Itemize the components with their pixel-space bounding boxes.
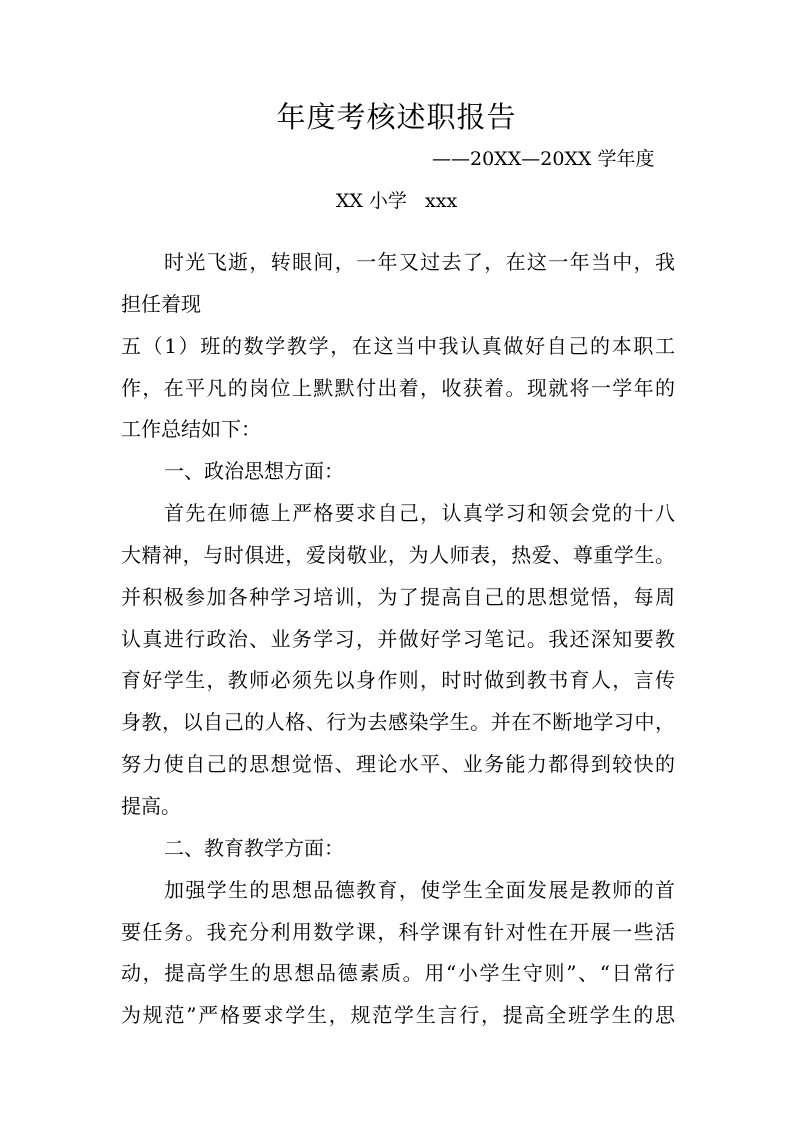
paragraph-line: 首先在师德上严格要求自己，认真学习和领会党的十八: [164, 501, 675, 526]
paragraph-line: 担任着现: [121, 291, 201, 316]
section-heading: 一、政治思想方面：: [164, 459, 344, 484]
paragraph-line: 为规范”严格要求学生，规范学生言行，提高全班学生的思: [121, 1003, 675, 1028]
paragraph-line: 育好学生，教师必须先以身作则，时时做到教书育人，言传: [121, 668, 675, 693]
paragraph-line: 身教，以自己的人格、行为去感染学生。并在不断地学习中，: [121, 710, 675, 735]
paragraph-line: 作，在平凡的岗位上默默付出着，收获着。现就将一学年的: [121, 375, 675, 400]
paragraph-line: 提高。: [121, 793, 181, 818]
paragraph-line: 努力使自己的思想觉悟、理论水平、业务能力都得到较快的: [121, 752, 675, 777]
document-body: [121, 242, 675, 1037]
paragraph-line: 要任务。我充分利用数学课，科学课有针对性在开展一些活: [121, 919, 675, 944]
document-subtitle: ——20XX—20XX 学年度: [432, 148, 655, 170]
paragraph-line: 加强学生的思想品德教育，使学生全面发展是教师的首: [164, 877, 675, 902]
paragraph-line: 认真进行政治、业务学习，并做好学习笔记。我还深知要教: [121, 626, 675, 651]
paragraph-line: 工作总结如下：: [121, 417, 261, 442]
document-author: XX 小学 xxx: [335, 190, 458, 212]
paragraph-line: 时光飞逝，转眼间，一年又过去了，在这一年当中，我: [164, 250, 675, 274]
paragraph-line: 五（1）班的数学教学，在这当中我认真做好自己的本职工: [121, 333, 675, 358]
paragraph-line: 并积极参加各种学习培训，为了提高自己的思想觉悟，每周: [121, 584, 675, 609]
paragraph-line: 大精神，与时俱进，爱岗敬业，为人师表，热爱、尊重学生。: [121, 542, 675, 567]
section-heading: 二、教育教学方面：: [164, 835, 344, 860]
paragraph-line: 动，提高学生的思想品德素质。用“小学生守则”、“日常行: [121, 961, 675, 986]
document-title: 年度考核述职报告: [276, 100, 517, 134]
